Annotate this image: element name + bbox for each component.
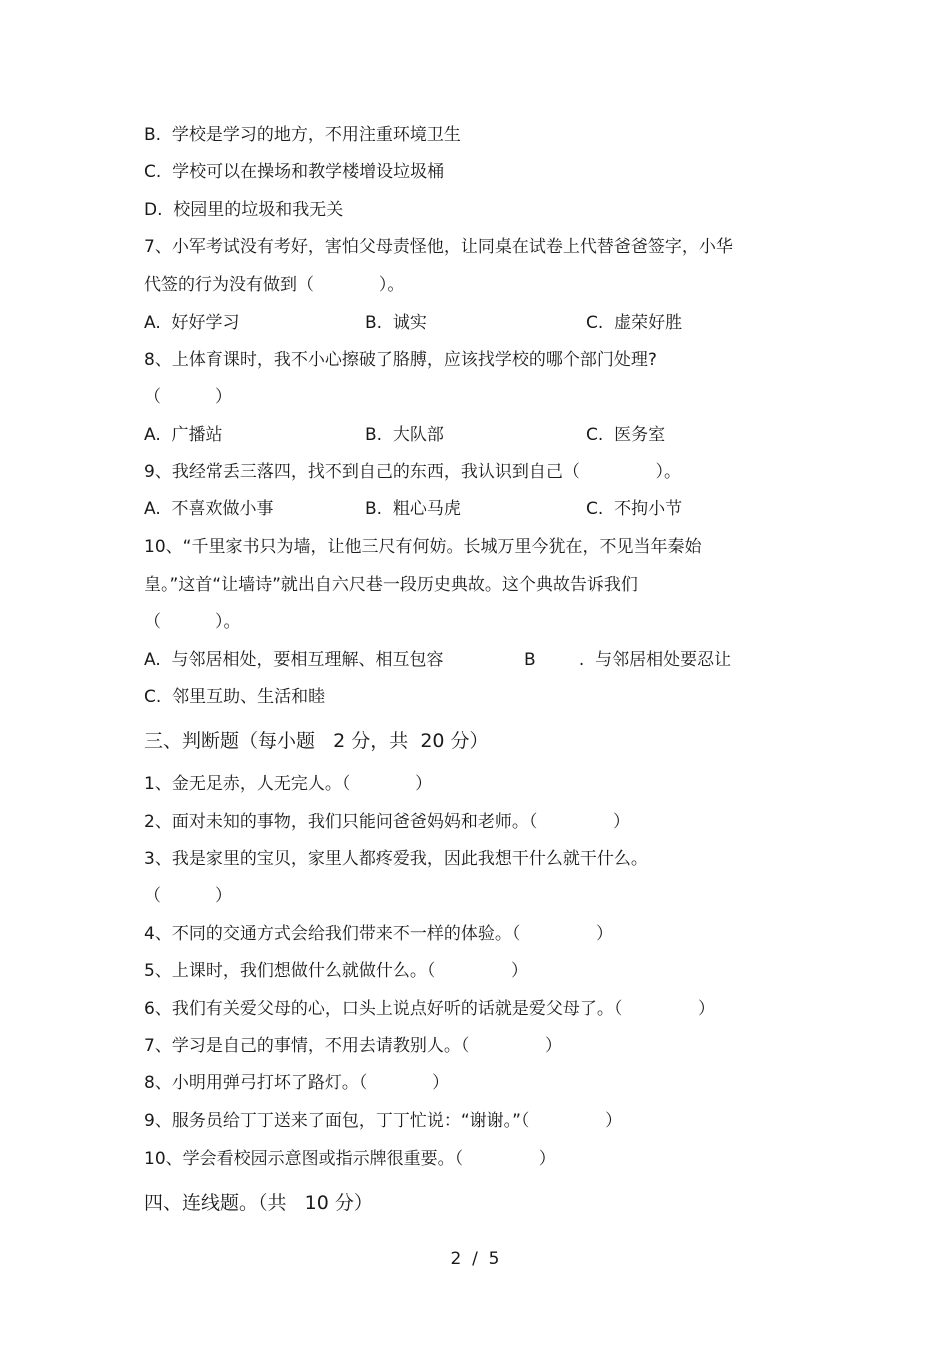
q7-text-line1: 7、小军考试没有考好，害怕父母责怪他，让同桌在试卷上代替爸爸签字，小华: [144, 237, 733, 257]
section-4-heading: 四、连线题。（共 10 分）: [144, 1192, 373, 1214]
q8-option-c: C. 医务室: [586, 425, 666, 445]
judge-item-3-blank: （ ）: [144, 886, 233, 906]
q6-option-b: B. 学校是学习的地方，不用注重环境卫生: [144, 125, 461, 145]
q9-option-b: B. 粗心马虎: [365, 499, 461, 519]
q10-option-b: B . 与邻居相处要忍让: [524, 650, 732, 670]
judge-item-5: 5、上课时，我们想做什么就做什么。（ ）: [144, 961, 528, 981]
q9-text-line1: 9、我经常丢三落四，找不到自己的东西，我认识到自己（ ）。: [144, 462, 681, 482]
q7-text-line2: 代签的行为没有做到（ ）。: [144, 275, 405, 295]
q8-option-b: B. 大队部: [365, 425, 444, 445]
judge-item-2: 2、面对未知的事物，我们只能问爸爸妈妈和老师。（ ）: [144, 812, 630, 832]
q8-text-line2: （ ）: [144, 387, 233, 407]
q9-option-a: A. 不喜欢做小事: [144, 499, 274, 519]
page-number: 2 / 5: [450, 1249, 500, 1269]
judge-item-9: 9、服务员给丁丁送来了面包，丁丁忙说：“谢谢。”（ ）: [144, 1111, 623, 1131]
q6-option-c: C. 学校可以在操场和教学楼增设垃圾桶: [144, 162, 445, 182]
q10-option-c: C. 邻里互助、生活和睦: [144, 687, 326, 707]
section-3-heading: 三、判断题（每小题 2 分，共 20 分）: [144, 730, 489, 752]
q8-option-a: A. 广播站: [144, 425, 223, 445]
judge-item-7: 7、学习是自己的事情，不用去请教别人。（ ）: [144, 1036, 562, 1056]
q7-option-b: B. 诚实: [365, 313, 427, 333]
judge-item-8: 8、小明用弹弓打坏了路灯。（ ）: [144, 1073, 450, 1093]
q9-option-c: C. 不拘小节: [586, 499, 683, 519]
q7-option-c: C. 虚荣好胜: [586, 313, 683, 333]
judge-item-4: 4、不同的交通方式会给我们带来不一样的体验。（ ）: [144, 924, 613, 944]
q6-option-d: D. 校园里的垃圾和我无关: [144, 200, 344, 220]
q8-text-line1: 8、上体育课时，我不小心擦破了胳膊，应该找学校的哪个部门处理?: [144, 350, 657, 370]
judge-item-1: 1、金无足赤，人无完人。（ ）: [144, 774, 433, 794]
judge-item-6: 6、我们有关爱父母的心，口头上说点好听的话就是爱父母了。（ ）: [144, 999, 715, 1019]
q10-text-line3: （ ）。: [144, 612, 241, 632]
q7-option-a: A. 好好学习: [144, 313, 240, 333]
q10-option-a: A. 与邻居相处，要相互理解、相互包容: [144, 650, 444, 670]
q10-text-line1: 10、“千里家书只为墙，让他三尺有何妨。长城万里今犹在，不见当年秦始: [144, 537, 702, 557]
q10-text-line2: 皇。”这首“让墙诗”就出自六尺巷一段历史典故。这个典故告诉我们: [144, 575, 638, 595]
judge-item-3: 3、我是家里的宝贝，家里人都疼爱我，因此我想干什么就干什么。: [144, 849, 648, 869]
judge-item-10: 10、学会看校园示意图或指示牌很重要。（ ）: [144, 1149, 556, 1169]
